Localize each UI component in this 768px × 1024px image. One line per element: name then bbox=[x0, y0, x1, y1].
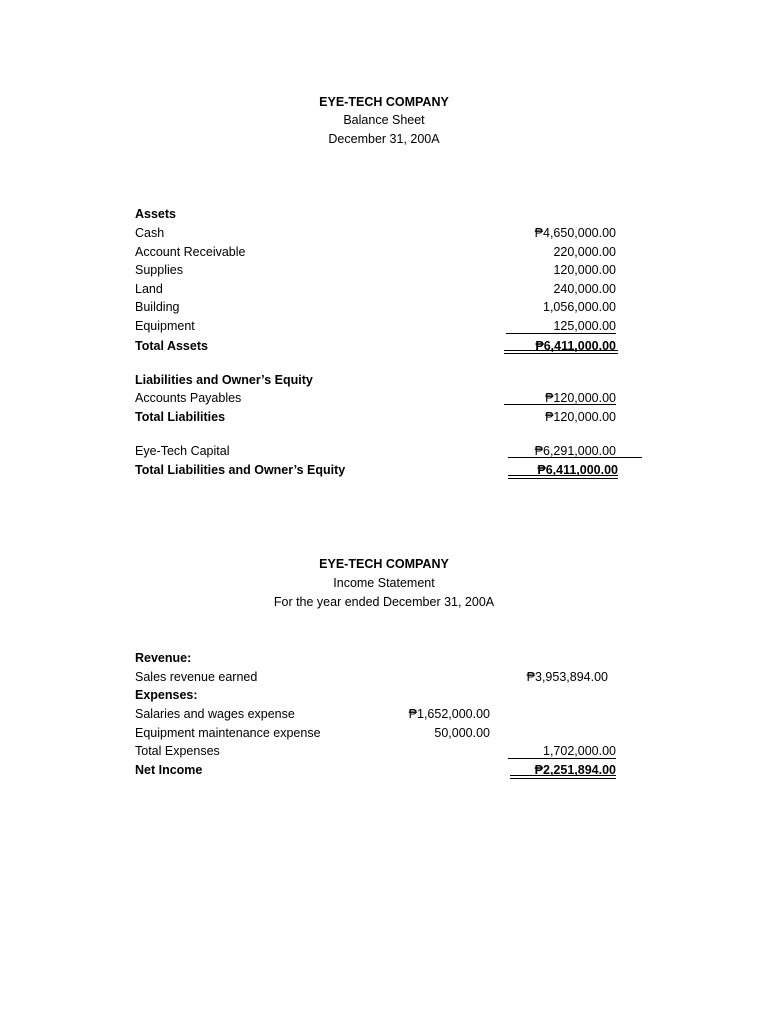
maintenance-amount: 50,000.00 bbox=[434, 726, 490, 740]
income-statement-company: EYE-TECH COMPANY bbox=[319, 557, 449, 571]
asset-amount: 240,000.00 bbox=[553, 282, 616, 296]
income-statement-title: Income Statement bbox=[333, 576, 435, 590]
accounts-payables-label: Accounts Payables bbox=[135, 391, 242, 405]
asset-amount: ₱4,650,000.00 bbox=[534, 226, 616, 240]
balance-sheet-title: Balance Sheet bbox=[343, 113, 425, 127]
asset-label: Equipment bbox=[135, 319, 195, 333]
total-assets-amount: ₱6,411,000.00 bbox=[535, 339, 616, 353]
revenue-heading: Revenue: bbox=[135, 651, 192, 665]
total-liab-equity-amount: ₱6,411,000.00 bbox=[537, 463, 618, 477]
assets-heading: Assets bbox=[135, 207, 176, 221]
subtotal-rule bbox=[508, 457, 642, 458]
total-liabilities-label: Total Liabilities bbox=[135, 410, 226, 424]
asset-label: Land bbox=[135, 282, 163, 296]
subtotal-rule bbox=[504, 404, 616, 405]
net-income-amount: ₱2,251,894.00 bbox=[534, 763, 616, 777]
asset-label: Supplies bbox=[135, 263, 183, 277]
asset-label: Account Receivable bbox=[135, 245, 246, 259]
double-rule-bottom bbox=[508, 478, 618, 479]
liabilities-heading: Liabilities and Owner’s Equity bbox=[135, 373, 313, 387]
total-liabilities-amount: ₱120,000.00 bbox=[545, 410, 616, 424]
double-rule-top bbox=[508, 475, 618, 476]
total-expenses-amount: 1,702,000.00 bbox=[543, 744, 616, 758]
salaries-amount: ₱1,652,000.00 bbox=[408, 707, 490, 721]
asset-amount: 220,000.00 bbox=[553, 245, 616, 259]
asset-amount: 125,000.00 bbox=[553, 319, 616, 333]
double-rule-top bbox=[510, 775, 616, 776]
income-statement-period: For the year ended December 31, 200A bbox=[273, 595, 495, 609]
subtotal-rule bbox=[506, 333, 616, 334]
total-liab-equity-label: Total Liabilities and Owner’s Equity bbox=[135, 463, 346, 477]
sales-label: Sales revenue earned bbox=[135, 670, 258, 684]
salaries-label: Salaries and wages expense bbox=[135, 707, 295, 721]
asset-label: Building bbox=[135, 300, 180, 314]
asset-amount: 120,000.00 bbox=[553, 263, 616, 277]
capital-amount: ₱6,291,000.00 bbox=[534, 444, 616, 458]
double-rule-bottom bbox=[504, 353, 618, 354]
asset-amount: 1,056,000.00 bbox=[543, 300, 616, 314]
balance-sheet-date: December 31, 200A bbox=[328, 132, 440, 146]
total-assets-label: Total Assets bbox=[135, 339, 208, 353]
accounts-payables-amount: ₱120,000.00 bbox=[545, 391, 616, 405]
double-rule-bottom bbox=[510, 778, 616, 779]
expenses-heading: Expenses: bbox=[135, 688, 198, 702]
capital-label: Eye-Tech Capital bbox=[135, 444, 230, 458]
total-expenses-label: Total Expenses bbox=[135, 744, 220, 758]
sales-amount: ₱3,953,894.00 bbox=[526, 670, 608, 684]
subtotal-rule bbox=[508, 758, 616, 759]
balance-sheet-company: EYE-TECH COMPANY bbox=[319, 95, 449, 109]
asset-label: Cash bbox=[135, 226, 165, 240]
net-income-label: Net Income bbox=[135, 763, 203, 777]
maintenance-label: Equipment maintenance expense bbox=[135, 726, 321, 740]
double-rule-top bbox=[504, 350, 618, 351]
